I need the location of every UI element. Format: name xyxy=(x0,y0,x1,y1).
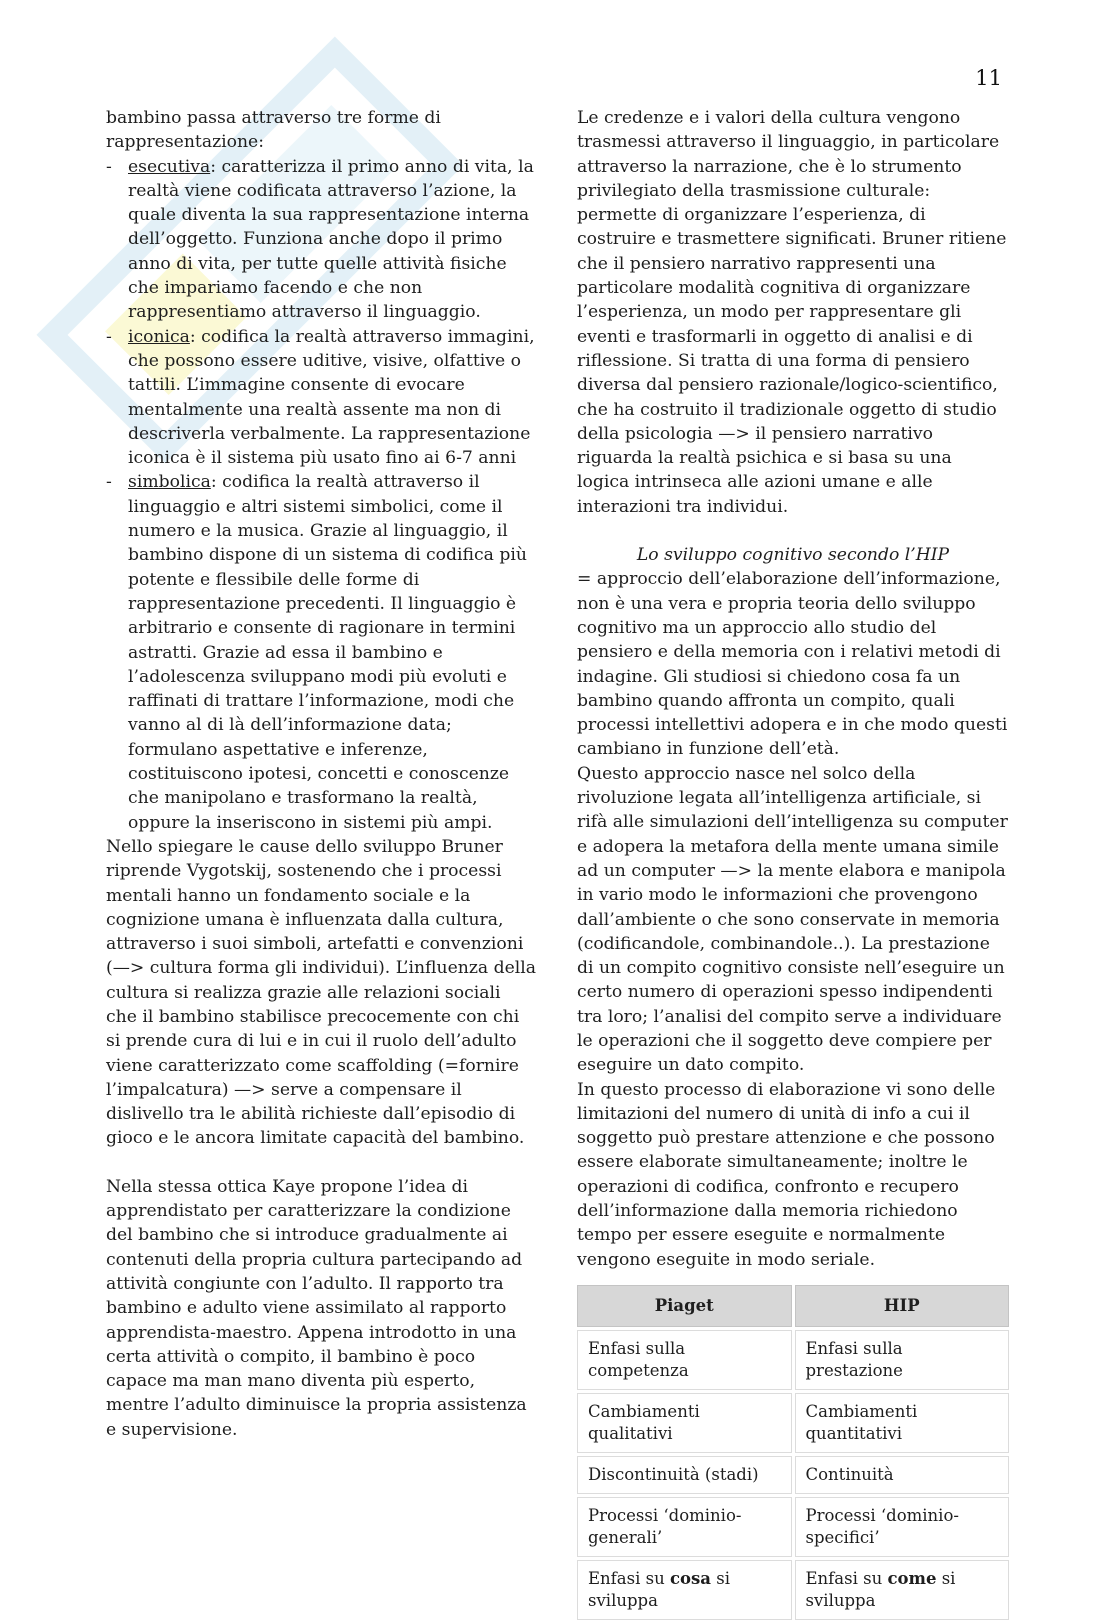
table-row xyxy=(577,1393,1009,1453)
cell-emphasis: cosa xyxy=(669,1568,711,1588)
section-title: Lo sviluppo cognitivo secondo l’HIP xyxy=(636,545,950,566)
table-cell: Processi ‘dominio-specifici’ xyxy=(795,1497,1010,1557)
list-item-text: : codifica la realtà attraverso immagini, che possono essere uditive, visive, olfattive o tattili. L’immagine consente di evocare mentalmente una realtà assente ma non di descriverla verbalmente. La rappresentazione iconica è il sistema più usato fino ai 6-7 anni xyxy=(128,326,535,469)
table-cell xyxy=(577,1560,792,1620)
paragraph-spacer xyxy=(106,1151,536,1175)
cell-text: si sviluppa xyxy=(805,1568,956,1610)
intro-paragraph: bambino passa attraverso tre forme di rappresentazione: xyxy=(106,108,441,153)
origin-paragraph: Questo approccio nasce nel solco della rivoluzione legata all’intelligenza artificiale, si rifà alle simulazioni dell’intelligenza su computer e adopera la metafora della mente umana simile ad un computer —> la mente elabora e manipola in vario modo le informazioni che provengono dall’ambiente o che sono conservate in memoria (codificandole, combinandole..). La prestazione di un compito cognitivo consiste nell’eseguire un certo numero di operazioni spesso indipendenti tra loro; l’analisi del compito serve a individuare le operazioni che il soggetto deve compiere per eseguire un dato compito. xyxy=(577,763,1008,1076)
header-hip: HIP xyxy=(795,1285,1010,1327)
table-row xyxy=(577,1456,1009,1494)
table-cell: Enfasi sulla competenza xyxy=(577,1330,792,1390)
cell-emphasis: come xyxy=(887,1568,937,1588)
table-row xyxy=(577,1330,1009,1390)
term-esecutiva: esecutiva xyxy=(128,156,211,177)
right-column xyxy=(577,106,1009,1623)
table-header-row xyxy=(577,1285,1009,1327)
bruner-paragraph: Nello spiegare le cause dello sviluppo Bruner riprende Vygotskij, sostenendo che i processi mentali hanno un fondamento sociale e la cognizione umana è influenzata dalla cultura, attraverso i suoi simboli, artefatti e convenzioni (—> cultura forma gli individui). L’influenza della cultura si realizza grazie alle relazioni sociali che il bambino stabilisce precocemente con chi si prende cura di lui e in cui il ruolo dell’adulto viene caratterizzato come scaffolding (=fornire l’impalcatura) —> serve a compensare il dislivello tra le abilità richieste dall’episodio di gioco e le ancora limitate capacità del bambino. xyxy=(106,836,536,1149)
cell-text: si sviluppa xyxy=(588,1568,730,1610)
kaye-paragraph: Nella stessa ottica Kaye propone l’idea di apprendistato per caratterizzare la condizione del bambino che si introduce gradualmente ai contenuti della propria cultura partecipando ad attività congiunte con l’adulto. Il rapporto tra bambino e adulto viene assimilato al rapporto apprendista-maestro. Appena introdotto in una certa attività o compito, il bambino è poco capace ma man mano diventa più esperto, mentre l’adulto diminuisce la propria assistenza e supervisione. xyxy=(106,1176,527,1440)
culture-paragraph: Le credenze e i valori della cultura vengono trasmessi attraverso il linguaggio, in particolare attraverso la narrazione, che è lo strumento privilegiato della trasmissione culturale: permette di organizzare l’esperienza, di costruire e trasmettere significati. Bruner ritiene che il pensiero narrativo rappresenti una particolare modalità cognitiva di organizzare l’esperienza, un modo per rappresentare gli eventi e trasformarli in oggetto di analisi e di riflessione. Si tratta di una forma di pensiero diversa dal pensiero razionale/logico-scientifico, che ha costruito il tradizionale oggetto di studio della psicologia —> il pensiero narrativo riguarda la realtà psichica e si basa su una logica intrinseca alle azioni umane e alle interazioni tra individui. xyxy=(577,108,1007,517)
table-row xyxy=(577,1497,1009,1557)
list-item-text: : caratterizza il primo anno di vita, la realtà viene codificata attraverso l’azione, la quale diventa la sua rappresentazione interna dell’oggetto. Funziona anche dopo il primo anno di vita, per tutte quelle attività fisiche che impariamo facendo e che non rappresentiamo attraverso il linguaggio. xyxy=(128,156,534,323)
term-iconica: iconica xyxy=(128,326,190,347)
list-item-text: : codifica la realtà attraverso il linguaggio e altri sistemi simbolici, come il numero e la musica. Grazie al linguaggio, il bambino dispone di un sistema di codifica più potente e flessibile delle forme di rappresentazione precedenti. Il linguaggio è arbitrario e consente di ragionare in termini astratti. Grazie ad essa il bambino e l’adolescenza sviluppano modi più evoluti e raffinati di trattare l’informazione, modi che vanno al di là dell’informazione data; formulano aspettative e inferenze, costituiscono ipotesi, concetti e conoscenze che manipolano e trasformano la realtà, oppure la inseriscono in sistemi più ampi. xyxy=(128,472,527,833)
header-piaget: Piaget xyxy=(577,1285,792,1327)
table-cell: Processi ‘dominio-generali’ xyxy=(577,1497,792,1557)
left-column xyxy=(106,106,536,1442)
list-item-iconica xyxy=(106,325,536,471)
hip-paragraph: = approccio dell’elaborazione dell’informazione, non è una vera e propria teoria dello sviluppo cognitivo ma un approccio allo studio del pensiero e della memoria con i relativi metodi di indagine. Gli studiosi si chiedono cosa fa un bambino quando affronta un compito, quali processi intellettivi adopera e in che modo questi cambiano in funzione dell’età. xyxy=(577,569,1008,760)
page-number: 11 xyxy=(975,66,1002,90)
table-row xyxy=(577,1560,1009,1620)
table-cell: Discontinuità (stadi) xyxy=(577,1456,792,1494)
list-item-esecutiva xyxy=(106,155,536,325)
table-cell xyxy=(795,1560,1010,1620)
list-item-simbolica xyxy=(106,470,536,834)
table-cell: Cambiamenti qualitativi xyxy=(577,1393,792,1453)
table-cell: Cambiamenti quantitativi xyxy=(795,1393,1010,1453)
table-cell: Enfasi sulla prestazione xyxy=(795,1330,1010,1390)
representation-forms-list xyxy=(106,155,536,835)
term-simbolica: simbolica xyxy=(128,472,211,493)
cell-text: Enfasi su xyxy=(588,1568,670,1588)
limits-paragraph: In questo processo di elaborazione vi sono delle limitazioni del numero di unità di info a cui il soggetto può prestare attenzione e che possono essere elaborate simultaneamente; inoltre le operazioni di codifica, confronto e recupero dell’informazione dalla memoria richiedono tempo per essere eseguite e normalmente vengono eseguite in modo seriale. xyxy=(577,1079,996,1270)
comparison-table xyxy=(574,1282,1012,1623)
table-cell: Continuità xyxy=(795,1456,1010,1494)
cell-text: Enfasi su xyxy=(805,1568,888,1588)
paragraph-spacer xyxy=(577,519,1009,543)
